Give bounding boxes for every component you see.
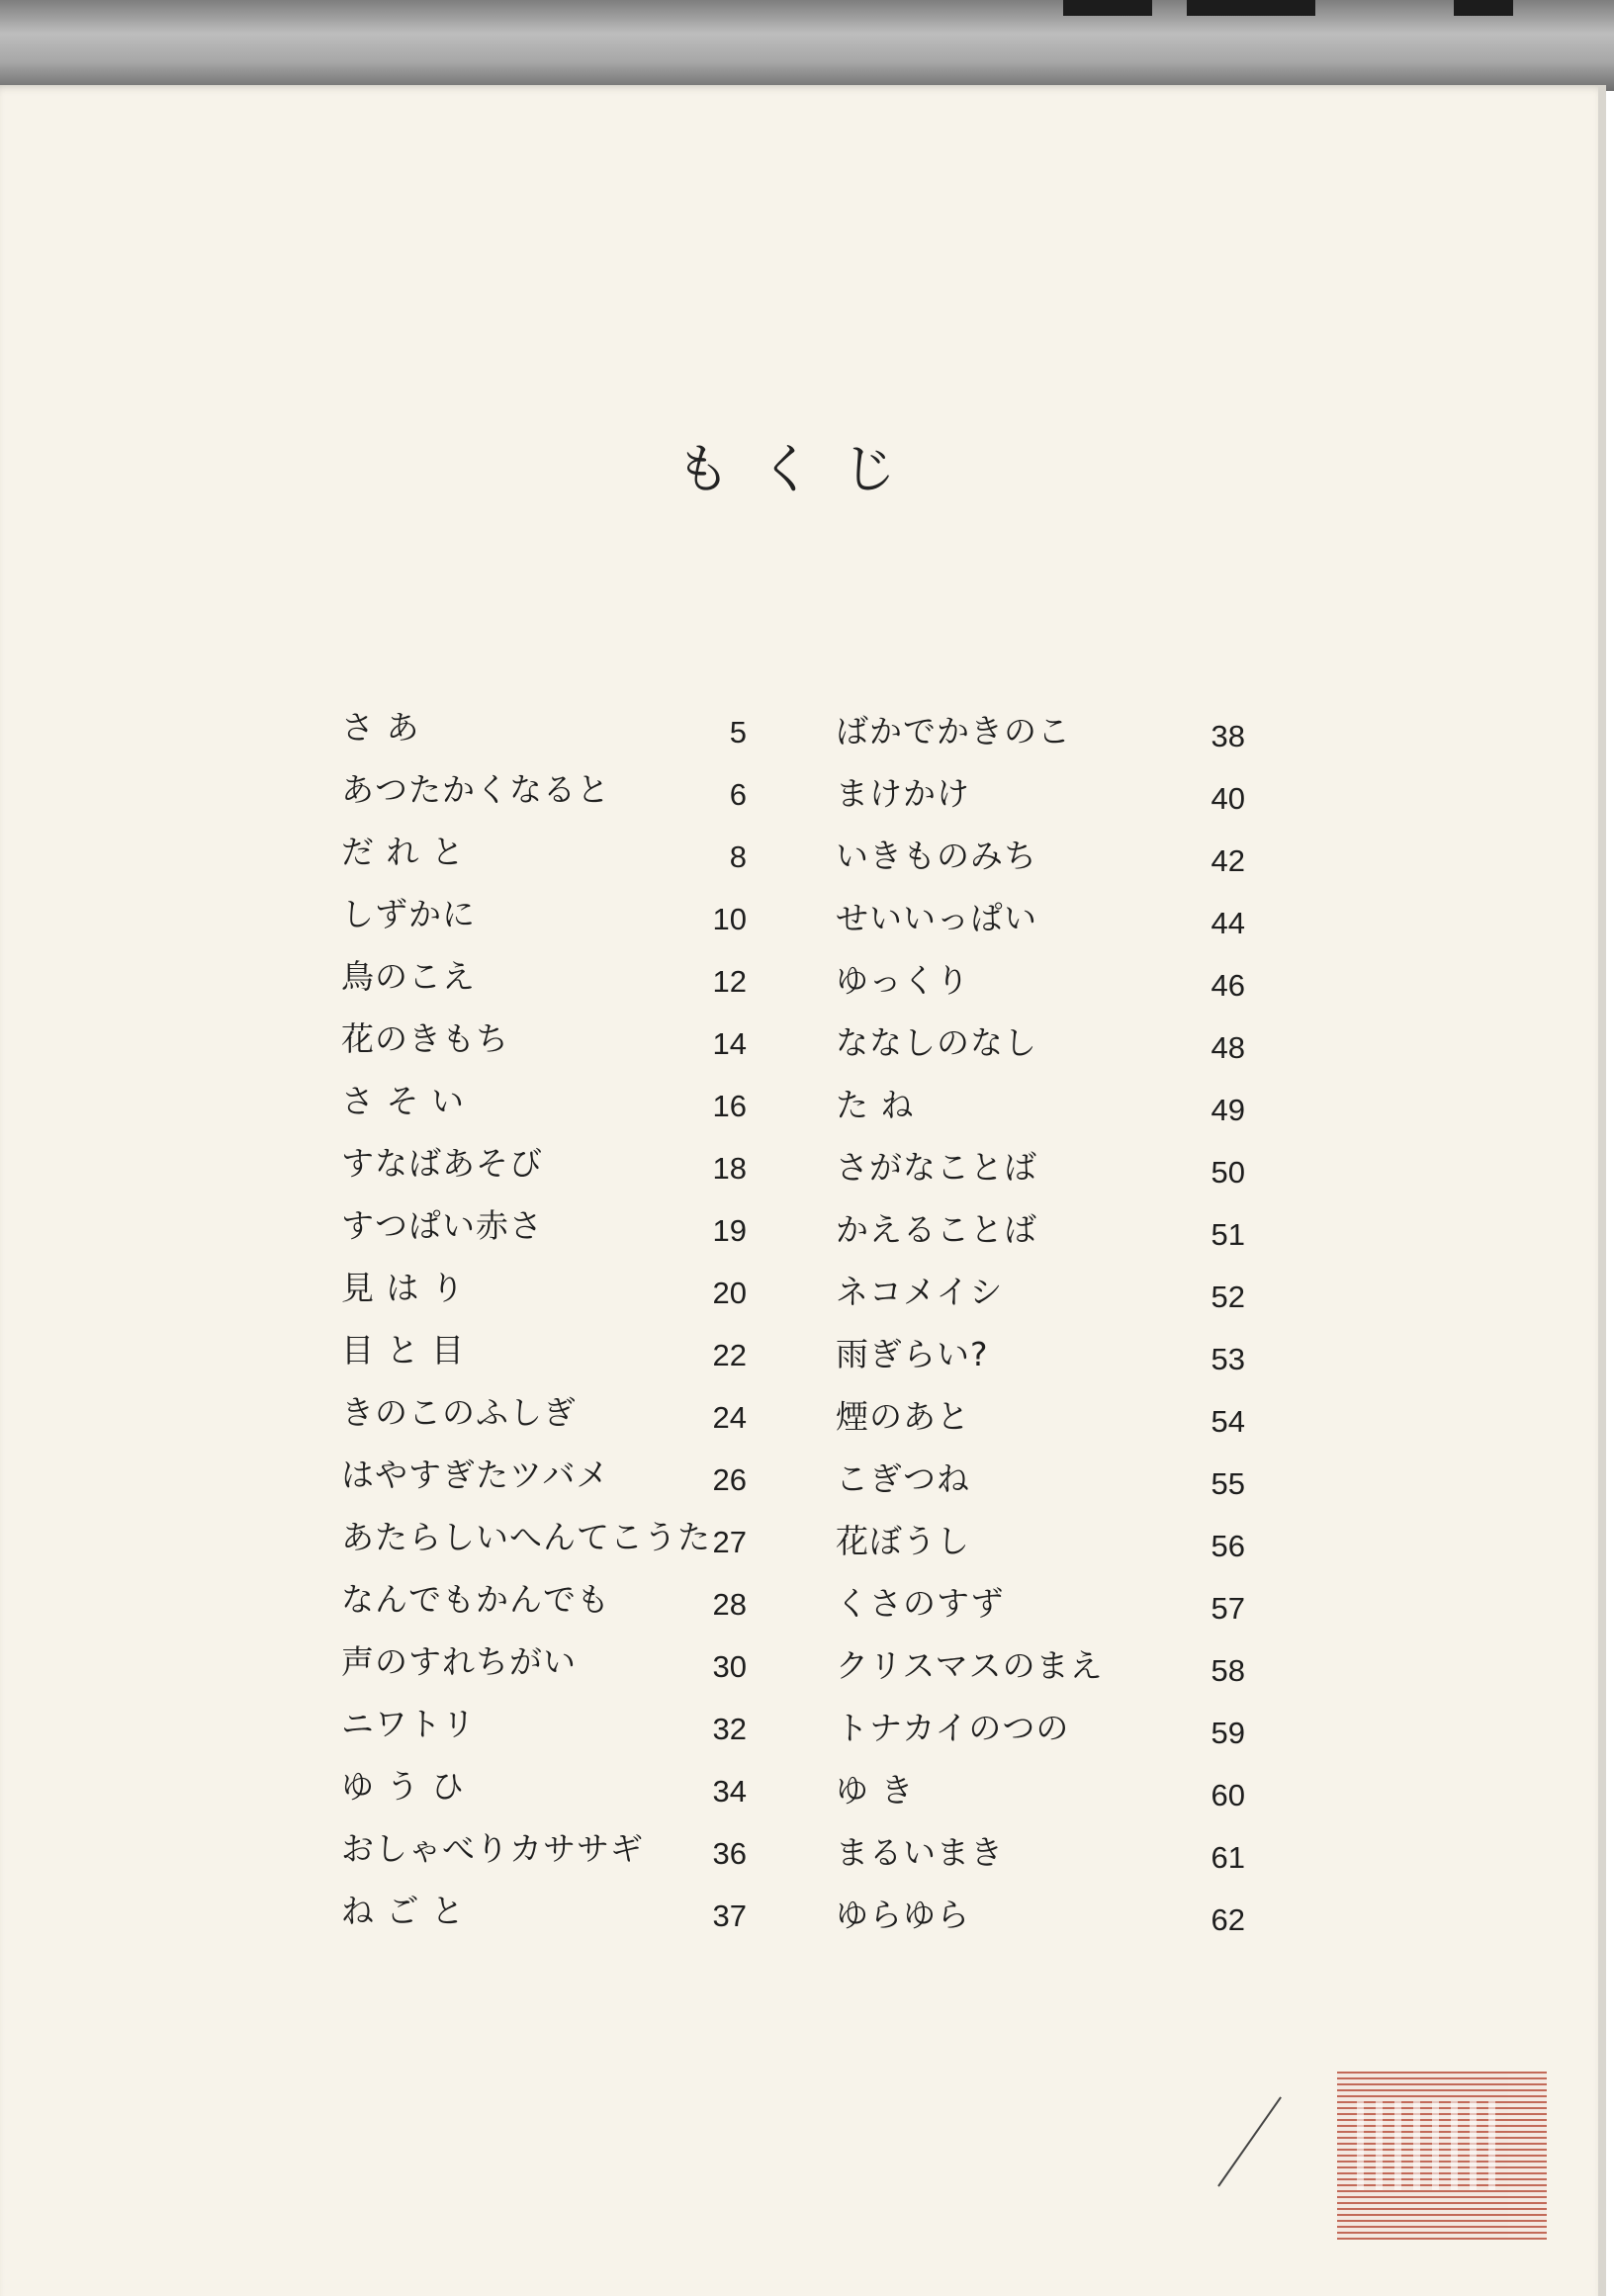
toc-entry-title: ね ご と xyxy=(341,1892,465,1930)
toc-entry xyxy=(836,1883,1245,1942)
toc-entry-title: ななしのなし xyxy=(836,1023,1037,1062)
toc-entry-page: 58 xyxy=(1210,1653,1245,1688)
toc-entry-title: ニワトリ xyxy=(341,1705,476,1743)
toc-entry-page: 46 xyxy=(1210,968,1245,1003)
toc-entry xyxy=(341,695,747,754)
toc-entry-page: 56 xyxy=(1210,1529,1245,1563)
toc-entry xyxy=(341,1443,747,1502)
toc-entry-page: 20 xyxy=(712,1276,747,1310)
toc-entry-page: 61 xyxy=(1210,1840,1245,1875)
toc-entry xyxy=(836,1135,1245,1194)
toc-entry-title: ばかでかきのこ xyxy=(836,712,1071,751)
toc-entry-title: ゆらゆら xyxy=(836,1896,970,1934)
toc-entry-page: 18 xyxy=(712,1151,747,1186)
toc-entry-page: 8 xyxy=(729,839,747,874)
scan-edge-mark xyxy=(1454,0,1513,16)
toc-entry-title: トナカイのつの xyxy=(836,1709,1070,1747)
toc-entry xyxy=(836,1696,1245,1755)
toc-entry-page: 16 xyxy=(712,1089,747,1123)
toc-entry-title: はやすぎたツバメ xyxy=(341,1456,610,1494)
toc-entry xyxy=(836,1758,1245,1817)
toc-entry-page: 24 xyxy=(712,1400,747,1435)
toc-entry-title: ゆ き xyxy=(836,1771,915,1810)
toc-entry-title: せいいっぱい xyxy=(836,899,1037,937)
toc-entry-page: 10 xyxy=(712,902,747,936)
toc-entry-title: 花のきもち xyxy=(341,1019,509,1058)
toc-entry xyxy=(341,1505,747,1564)
toc-entry xyxy=(836,1509,1245,1568)
toc-entry-title: まるいまき xyxy=(836,1833,1004,1872)
toc-entry-title: ゆっくり xyxy=(836,961,970,1000)
toc-entry-page: 34 xyxy=(712,1774,747,1809)
toc-entry-title: ネコメイシ xyxy=(836,1273,1004,1311)
toc-entry xyxy=(341,1007,747,1066)
scan-edge-mark xyxy=(1063,0,1152,16)
toc-entry-title: きのこのふしぎ xyxy=(341,1393,577,1432)
toc-entry-title: あたらしいへんてこうた xyxy=(341,1518,711,1556)
toc-entry xyxy=(341,1318,747,1377)
toc-entry-page: 48 xyxy=(1210,1030,1245,1065)
toc-entry xyxy=(341,757,747,817)
toc-entry xyxy=(341,944,747,1004)
toc-entry xyxy=(341,1692,747,1751)
red-stamp-mark xyxy=(1337,2072,1547,2240)
toc-entry-page: 44 xyxy=(1210,906,1245,940)
toc-entry-title: あつたかくなると xyxy=(341,770,610,809)
toc-entry-title: くさのすず xyxy=(836,1584,1005,1623)
toc-entry-page: 19 xyxy=(712,1213,747,1248)
page-title: もくじ xyxy=(676,438,926,501)
toc-entry-title: た ね xyxy=(836,1086,915,1124)
toc-entry-page: 32 xyxy=(712,1712,747,1746)
toc-entry xyxy=(341,1754,747,1813)
toc-entry xyxy=(341,1069,747,1128)
toc-entry-title: すつぱい赤さ xyxy=(341,1206,543,1245)
toc-entry-title: しずかに xyxy=(341,895,476,933)
toc-entry xyxy=(341,1630,747,1689)
toc-entry-title: かえることば xyxy=(836,1210,1037,1249)
toc-entry-page: 59 xyxy=(1210,1716,1245,1750)
toc-entry xyxy=(836,699,1245,758)
toc-entry-title: 声のすれちがい xyxy=(341,1642,577,1681)
toc-entry-title: だ れ と xyxy=(341,833,465,871)
toc-entry-title: こぎつね xyxy=(836,1459,970,1498)
toc-entry-page: 22 xyxy=(712,1338,747,1372)
toc-entry-page: 42 xyxy=(1210,843,1245,878)
toc-entry xyxy=(341,1567,747,1627)
toc-entry-title: いきものみち xyxy=(836,837,1037,875)
toc-entry-title: ゆ う ひ xyxy=(341,1767,465,1806)
toc-entry xyxy=(836,1322,1245,1381)
toc-entry-title: さ そ い xyxy=(341,1082,465,1120)
book-page xyxy=(0,85,1606,2296)
toc-entry-title: さがなことば xyxy=(836,1148,1037,1187)
toc-entry-page: 55 xyxy=(1210,1466,1245,1501)
toc-entry xyxy=(341,882,747,941)
toc-entry-page: 37 xyxy=(712,1899,747,1933)
toc-entry xyxy=(341,1256,747,1315)
scan-top-edge xyxy=(0,0,1614,91)
toc-entry xyxy=(341,1131,747,1191)
toc-entry-title: なんでもかんでも xyxy=(341,1580,610,1619)
toc-entry-title: 目 と 目 xyxy=(341,1331,465,1369)
toc-entry xyxy=(836,1820,1245,1880)
toc-entry-title: さ あ xyxy=(341,708,420,747)
toc-entry-page: 26 xyxy=(712,1462,747,1497)
toc-entry-page: 62 xyxy=(1210,1902,1245,1937)
toc-entry xyxy=(836,1197,1245,1257)
toc-entry xyxy=(836,761,1245,821)
toc-entry-page: 60 xyxy=(1210,1778,1245,1812)
toc-entry-title: 鳥のこえ xyxy=(341,957,476,996)
toc-entry-page: 38 xyxy=(1210,719,1245,753)
toc-entry-title: クリスマスのまえ xyxy=(836,1646,1104,1685)
toc-entry xyxy=(341,1816,747,1876)
toc-entry-page: 52 xyxy=(1210,1280,1245,1314)
toc-entry-title: 花ぼうし xyxy=(836,1522,970,1560)
toc-entry xyxy=(836,1634,1245,1693)
toc-entry xyxy=(836,1011,1245,1070)
toc-entry-page: 50 xyxy=(1210,1155,1245,1190)
toc-entry-page: 6 xyxy=(729,777,747,812)
toc-entry xyxy=(836,948,1245,1008)
toc-entry xyxy=(836,1260,1245,1319)
toc-entry-title: 見 は り xyxy=(341,1269,465,1307)
toc-entry-page: 51 xyxy=(1210,1217,1245,1252)
toc-entry xyxy=(836,886,1245,945)
toc-entry xyxy=(836,1447,1245,1506)
toc-entry xyxy=(836,1384,1245,1444)
toc-entry-page: 12 xyxy=(712,964,747,999)
toc-entry xyxy=(836,824,1245,883)
toc-entry xyxy=(341,1380,747,1440)
toc-entry-title: おしゃべりカササギ xyxy=(341,1829,644,1868)
toc-entry-title: すなばあそび xyxy=(341,1144,543,1183)
toc-entry xyxy=(341,820,747,879)
toc-entry-page: 49 xyxy=(1210,1093,1245,1127)
toc-entry-page: 14 xyxy=(712,1026,747,1061)
toc-entry-page: 40 xyxy=(1210,781,1245,816)
scan-edge-mark xyxy=(1187,0,1315,16)
toc-entry-page: 5 xyxy=(729,715,747,750)
toc-entry-page: 28 xyxy=(712,1587,747,1622)
toc-entry-page: 57 xyxy=(1210,1591,1245,1626)
toc-entry-page: 30 xyxy=(712,1649,747,1684)
toc-entry-title: まけかけ xyxy=(836,774,970,813)
toc-entry-title: 雨ぎらい? xyxy=(836,1335,989,1373)
toc-entry-page: 27 xyxy=(712,1525,747,1559)
toc-entry xyxy=(341,1193,747,1253)
toc-entry xyxy=(836,1073,1245,1132)
toc-entry-title: 煙のあと xyxy=(836,1397,970,1436)
toc-entry-page: 54 xyxy=(1210,1404,1245,1439)
toc-entry xyxy=(341,1879,747,1938)
toc-entry-page: 53 xyxy=(1210,1342,1245,1376)
toc-entry-page: 36 xyxy=(712,1836,747,1871)
toc-entry xyxy=(836,1571,1245,1631)
